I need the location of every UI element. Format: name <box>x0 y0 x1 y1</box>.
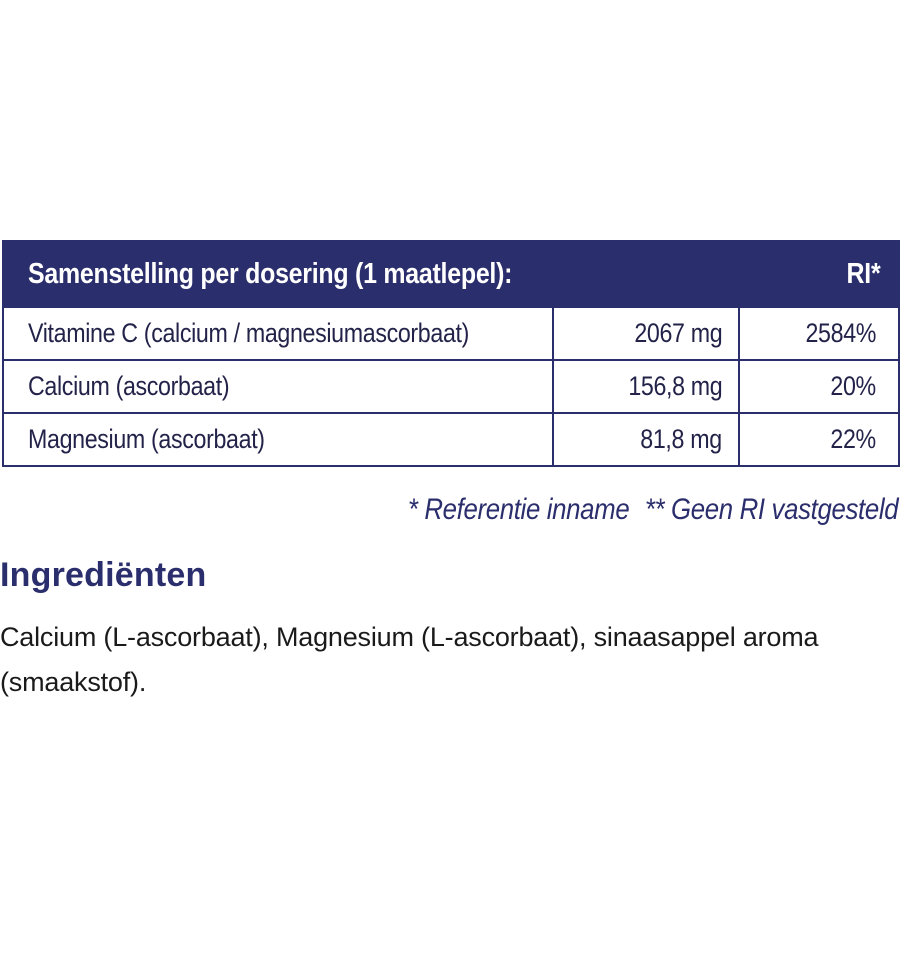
footnote-reference: * Referentie inname <box>407 493 630 526</box>
ri-cell <box>739 413 899 466</box>
ri-header-label: RI* <box>846 257 881 290</box>
nutrient-amount: 156,8 mg <box>627 371 723 401</box>
nutrient-ri: 22% <box>830 424 877 454</box>
amount-cell <box>553 413 739 466</box>
table-row <box>3 360 899 413</box>
footnote-no-ri: ** Geen RI vastgesteld <box>644 493 898 526</box>
nutrient-name: Vitamine C (calcium / magnesiumascorbaat) <box>28 318 470 348</box>
amount-cell <box>553 307 739 360</box>
composition-table <box>2 240 900 467</box>
ri-footnote <box>328 493 898 527</box>
ingredients-text <box>0 615 900 705</box>
ri-header-cell <box>739 241 899 307</box>
composition-header-label: Samenstelling per dosering (1 maatlepel): <box>28 257 513 290</box>
composition-table-body <box>3 307 899 466</box>
composition-table-header <box>3 241 899 307</box>
nutrient-ri: 2584% <box>805 318 877 348</box>
footnote-text <box>408 493 898 527</box>
nutrient-amount: 81,8 mg <box>640 424 723 454</box>
nutrient-amount: 2067 mg <box>634 318 723 348</box>
nutrient-name-cell <box>3 413 553 466</box>
nutrient-name-cell <box>3 307 553 360</box>
composition-header-cell <box>3 241 739 307</box>
table-row <box>3 413 899 466</box>
nutrient-name: Calcium (ascorbaat) <box>28 371 230 401</box>
nutrient-ri: 20% <box>830 371 877 401</box>
ingredients-heading: Ingrediënten <box>0 556 207 594</box>
nutrient-name: Magnesium (ascorbaat) <box>28 424 265 454</box>
header-row <box>3 241 899 307</box>
table-row <box>3 307 899 360</box>
ri-cell <box>739 360 899 413</box>
amount-cell <box>553 360 739 413</box>
composition-table-container <box>2 240 900 467</box>
nutrient-name-cell <box>3 360 553 413</box>
ingredients-list: Calcium (L-ascorbaat), Magnesium (L-ascorbaat), sinaasappel aroma (smaakstof). <box>0 622 819 697</box>
ri-cell <box>739 307 899 360</box>
